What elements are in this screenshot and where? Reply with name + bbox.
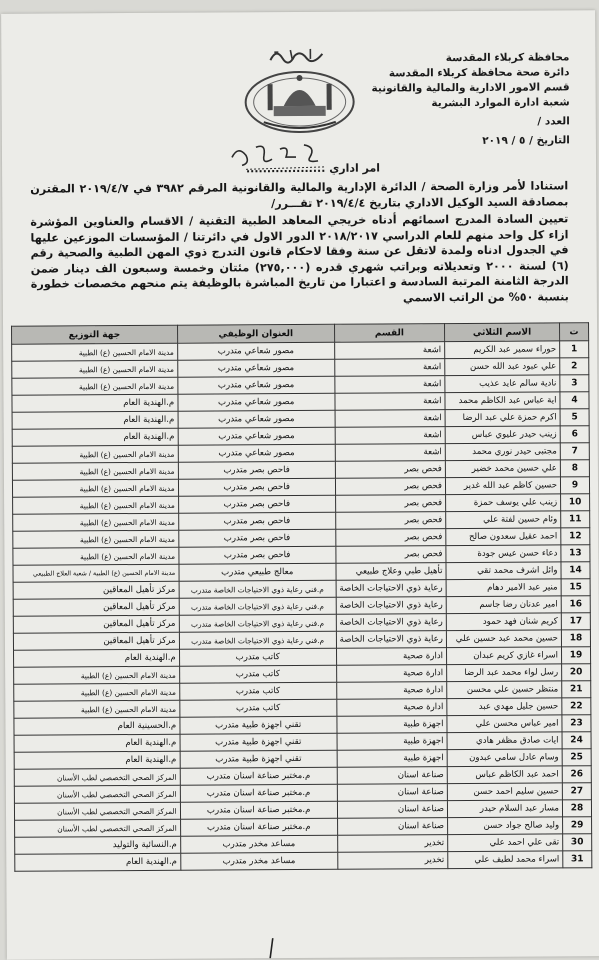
row-distribution: م.الهندية العام	[14, 734, 180, 752]
row-job-title: فاحص بصر متدرب	[178, 512, 335, 530]
row-job-title: فاحص بصر متدرب	[178, 461, 335, 479]
row-department: فحص بصر	[336, 546, 446, 564]
row-job-title: مصور شعاعي متدرب	[178, 444, 335, 462]
row-department: صناعة اسنان	[337, 818, 447, 836]
row-department: صناعة اسنان	[337, 801, 447, 819]
row-job-title: كاتب متدرب	[179, 665, 336, 683]
row-serial: 14	[561, 562, 590, 579]
row-serial: 3	[560, 375, 589, 392]
row-serial: 5	[560, 409, 589, 426]
row-name: حسين جليل مهدي عبد	[447, 698, 562, 716]
row-serial: 30	[563, 834, 592, 851]
row-name: مسار عبد السلام حيدر	[447, 800, 562, 818]
row-job-title: مصور شعاعي متدرب	[177, 359, 334, 377]
row-job-title: مساعد مخدر متدرب	[180, 852, 337, 870]
administrative-order-label: امر اداري ...................	[245, 161, 381, 176]
row-job-title: فاحص بصر متدرب	[178, 478, 335, 496]
row-department: اشعة	[335, 444, 445, 462]
row-distribution: م.الهندية العام	[14, 751, 180, 769]
header-job-title: العنوان الوظيفي	[177, 324, 334, 343]
row-department: اجهزة طبية	[337, 716, 447, 734]
row-serial: 31	[563, 851, 592, 868]
row-department: اشعة	[334, 342, 444, 360]
row-name: امير عدنان رضا جاسم	[446, 596, 561, 614]
row-department: اشعة	[335, 376, 445, 394]
row-serial: 4	[560, 392, 589, 409]
row-serial: 2	[560, 358, 589, 375]
row-name: علي حسين محمد خضير	[445, 460, 560, 478]
row-name: وسام عادل سامي عبدون	[447, 749, 562, 767]
row-serial: 19	[561, 647, 590, 664]
row-distribution: مدينة الامام الحسين (ع) الطبية	[14, 683, 180, 701]
row-department: رعاية ذوي الاحتياجات الخاصة	[336, 631, 446, 649]
row-distribution: مدينة الامام الحسين (ع) الطبية	[13, 513, 179, 531]
row-job-title: تقني اجهزة طبية متدرب	[180, 716, 337, 734]
table-row	[15, 851, 592, 872]
date-line: التاريخ / ٥ / ٢٠١٩	[482, 134, 570, 147]
row-job-title: مصور شعاعي متدرب	[177, 342, 334, 360]
row-name: نادية سالم عايد عذيب	[445, 375, 560, 393]
row-department: اشعة	[334, 359, 444, 377]
row-job-title: م.فني رعاية ذوي الاحتياجات الخاصة متدرب	[179, 614, 336, 632]
row-serial: 27	[562, 783, 591, 800]
header-line: دائرة صحة محافظة كربلاء المقدسة	[388, 66, 570, 80]
table-body	[12, 341, 592, 872]
row-distribution: مركز تأهيل المعاقين	[13, 598, 179, 616]
row-distribution: مدينة الامام الحسين (ع) الطبية	[13, 547, 179, 565]
row-serial: 28	[562, 800, 591, 817]
row-distribution: المركز الصحي التخصصي لطب الأسنان	[15, 819, 181, 837]
row-department: ادارة صحية	[336, 665, 446, 683]
row-job-title: م.مختبر صناعة اسنان متدرب	[180, 767, 337, 785]
row-distribution: م.الحسينية العام	[14, 717, 180, 735]
row-job-title: م.مختبر صناعة اسنان متدرب	[180, 801, 337, 819]
row-job-title: معالج طبيعي متدرب	[179, 563, 336, 581]
row-job-title: كاتب متدرب	[179, 682, 336, 700]
reference-number: العدد /	[537, 115, 570, 128]
handwritten-mark	[257, 934, 287, 960]
row-serial: 21	[562, 681, 591, 698]
row-name: وئام حسين لفتة علي	[446, 511, 561, 529]
row-name: وليد صالح جواد حسن	[448, 817, 563, 835]
row-distribution: مدينة الامام الحسين (ع) الطبية	[12, 377, 178, 395]
row-serial: 9	[560, 477, 589, 494]
row-name: علي عبود عبد الله حسن	[445, 358, 560, 376]
row-job-title: مصور شعاعي متدرب	[178, 427, 335, 445]
row-distribution: مدينة الامام الحسين (ع) الطبية	[14, 700, 180, 718]
row-distribution: مدينة الامام الحسين (ع) الطبية	[13, 530, 179, 548]
row-distribution: المركز الصحي التخصصي لطب الأسنان	[14, 802, 180, 820]
row-department: فحص بصر	[335, 495, 445, 513]
row-distribution: مركز تأهيل المعاقين	[13, 632, 179, 650]
row-serial: 26	[562, 766, 591, 783]
row-job-title: م.مختبر صناعة اسنان متدرب	[180, 784, 337, 802]
header-department: القسم	[334, 324, 444, 343]
row-distribution: مدينة الامام الحسين (ع) الطبية	[12, 360, 178, 378]
header-name: الاسم الثلاثي	[445, 323, 560, 342]
row-department: ادارة صحية	[336, 648, 446, 666]
row-name: اكرم حمزة علي عبد الرضا	[445, 409, 560, 427]
row-serial: 17	[561, 613, 590, 630]
row-name: حوراء سمير عبد الكريم	[445, 341, 560, 359]
row-name: وائل اشرف محمد تقي	[446, 562, 561, 580]
row-job-title: م.فني رعاية ذوي الاحتياجات الخاصة متدرب	[179, 597, 336, 615]
order-paragraph: تعيين السادة المدرج اسمائهم أدناه خريجي المعاهد الطبية التقنية / الاقسام والعناوين المؤشرة ازاء كل واحد منهم للعام الدراسي ٢٠١٨/٢٠١٧ الدور الاول في دائرتنا / المؤسسات الموزعين عليها في الجدول ادناه ولمدة لاتقل عن سنة وفقا لاحكام قانون التدرج ذوي المهن الطبية والصحية رقم (٦) لسنة ٢٠٠٠ وتعديلاته وبراتب شهري قدره (٢٧٥,٠٠٠) مئتان وخمسة وسبعون الف دينار ضمن الدرجة الثامنة المرتبة السادسة و اعتبارا من تاريخ المباشرة بالوظيفة يتم منحهم مخصصات خطورة بنسبة ٥٠% من الراتب الاسمي	[30, 212, 569, 304]
shrine-logo	[243, 44, 356, 137]
row-department: رعاية ذوي الاحتياجات الخاصة	[336, 614, 446, 632]
order-body	[30, 178, 569, 309]
row-distribution: مدينة الامام الحسين (ع) الطبية	[12, 462, 178, 480]
row-distribution: م.الهندية العام	[12, 394, 178, 412]
document-page	[1, 10, 599, 960]
row-department: فحص بصر	[335, 512, 445, 530]
row-distribution: مركز تأهيل المعاقين	[13, 581, 179, 599]
row-job-title: فاحص بصر متدرب	[179, 546, 336, 564]
row-department: تخدير	[337, 852, 447, 870]
row-name: مجتبى حيدر نوري محمد	[445, 443, 560, 461]
row-department: فحص بصر	[335, 529, 445, 547]
row-name: منتظر حسين علي محسن	[447, 681, 562, 699]
row-serial: 7	[560, 443, 589, 460]
row-name: دعاء حسن عيس جودة	[446, 545, 561, 563]
row-department: فحص بصر	[335, 478, 445, 496]
row-department: تخدير	[337, 835, 447, 853]
row-department: اشعة	[335, 393, 445, 411]
row-distribution: م.الهندية العام	[12, 411, 178, 429]
letterhead	[369, 50, 570, 149]
header-line: شعبة ادارة الموارد البشرية	[431, 96, 570, 110]
row-serial: 16	[561, 596, 590, 613]
row-department: رعاية ذوي الاحتياجات الخاصة	[336, 597, 446, 615]
row-name: احمد عقيل سعدون صالح	[446, 528, 561, 546]
row-department: ادارة صحية	[336, 699, 446, 717]
row-distribution: م.النسائية والتوليد	[15, 836, 181, 854]
row-distribution: م.الهندية العام	[15, 853, 181, 871]
row-name: اسراء محمد لطيف علي	[448, 851, 563, 869]
row-name: زينب حيدر عليوي عباس	[445, 426, 560, 444]
row-distribution: مدينة الامام الحسين (ع) الطبية	[14, 666, 180, 684]
row-job-title: مساعد مخدر متدرب	[180, 835, 337, 853]
row-department: صناعة اسنان	[337, 784, 447, 802]
row-department: اجهزة طبية	[337, 750, 447, 768]
row-serial: 13	[561, 545, 590, 562]
row-distribution: مدينة الامام الحسين (ع) الطبية / شعبة العلاج الطبيعي	[13, 564, 179, 582]
row-job-title: مصور شعاعي متدرب	[178, 410, 335, 428]
row-department: ادارة صحية	[336, 682, 446, 700]
row-department: رعاية ذوي الاحتياجات الخاصة	[336, 580, 446, 598]
row-name: اسراء غازي كريم عبدان	[446, 647, 561, 665]
row-serial: 29	[563, 817, 592, 834]
row-name: تقى علي احمد علي	[448, 834, 563, 852]
row-distribution: م.الهندية العام	[12, 428, 178, 446]
header-line: قسم الامور الادارية والمالية والقانونية	[371, 81, 570, 95]
row-serial: 10	[561, 494, 590, 511]
row-serial: 23	[562, 715, 591, 732]
row-distribution: م.الهندية العام	[14, 649, 180, 667]
row-job-title: فاحص بصر متدرب	[178, 529, 335, 547]
row-name: احمد عبد الكاظم عباس	[447, 766, 562, 784]
row-distribution: مركز تأهيل المعاقين	[13, 615, 179, 633]
row-department: تأهيل طبي وعلاج طبيعي	[336, 563, 446, 581]
row-name: حسين محمد عبد حسين علي	[446, 630, 561, 648]
row-distribution: المركز الصحي التخصصي لطب الأسنان	[14, 785, 180, 803]
row-name: رسل لواء محمد عبد الرضا	[447, 664, 562, 682]
row-distribution: مدينة الامام الحسين (ع) الطبية	[13, 496, 179, 514]
row-job-title: مصور شعاعي متدرب	[178, 376, 335, 394]
row-department: اشعة	[335, 410, 445, 428]
order-paragraph: استنادا لأمر وزارة الصحة / الدائرة الإدارية والمالية والقانونية المرقم ٣٩٨٢ في ٢٠١٩/٤/٧ المقترن بمصادقة السيد الوكيل الاداري بتاريخ ٢٠١٩/٤/٤ تقـــرر/	[30, 179, 569, 210]
row-serial: 24	[562, 732, 591, 749]
row-serial: 11	[561, 511, 590, 528]
row-job-title: م.مختبر صناعة اسنان متدرب	[180, 818, 337, 836]
row-distribution: المركز الصحي التخصصي لطب الأسنان	[14, 768, 180, 786]
row-serial: 20	[562, 664, 591, 681]
row-job-title: فاحص بصر متدرب	[178, 495, 335, 513]
row-name: حسين كاظم عبد الله غدير	[445, 477, 560, 495]
header-serial: ت	[560, 323, 589, 341]
row-name: زينب علي يوسف حمزة	[446, 494, 561, 512]
row-job-title: مصور شعاعي متدرب	[178, 393, 335, 411]
row-name: اية عباس عبد الكاظم محمد	[445, 392, 560, 410]
row-serial: 8	[560, 460, 589, 477]
row-name: امير عباس محسن علي	[447, 715, 562, 733]
row-serial: 18	[561, 630, 590, 647]
row-serial: 22	[562, 698, 591, 715]
row-name: كريم شنان فهد حمود	[446, 613, 561, 631]
row-serial: 25	[562, 749, 591, 766]
row-serial: 1	[560, 341, 589, 358]
row-distribution: مدينة الامام الحسين (ع) الطبية	[12, 479, 178, 497]
header-line: محافظة كربلاء المقدسة	[445, 51, 570, 65]
row-job-title: كاتب متدرب	[180, 699, 337, 717]
header-distribution: جهة التوزيع	[12, 325, 178, 344]
row-job-title: تقني اجهزة طبية متدرب	[180, 750, 337, 768]
row-serial: 12	[561, 528, 590, 545]
row-serial: 15	[561, 579, 590, 596]
row-job-title: م.فني رعاية ذوي الاحتياجات الخاصة متدرب	[179, 631, 336, 649]
row-department: اجهزة طبية	[337, 733, 447, 751]
row-name: منير عبد الامير دهام	[446, 579, 561, 597]
row-department: اشعة	[335, 427, 445, 445]
row-distribution: مدينة الامام الحسين (ع) الطبية	[12, 343, 178, 361]
row-department: صناعة اسنان	[337, 767, 447, 785]
row-distribution: مدينة الامام الحسين (ع) الطبية	[12, 445, 178, 463]
row-job-title: م.فني رعاية ذوي الاحتياجات الخاصة متدرب	[179, 580, 336, 598]
row-job-title: تقني اجهزة طبية متدرب	[180, 733, 337, 751]
row-job-title: كاتب متدرب	[179, 648, 336, 666]
row-name: حسين سليم احمد حسن	[447, 783, 562, 801]
row-department: فحص بصر	[335, 461, 445, 479]
appointees-table	[11, 322, 592, 872]
row-name: ايات صادق مظفر هادي	[447, 732, 562, 750]
row-serial: 6	[560, 426, 589, 443]
